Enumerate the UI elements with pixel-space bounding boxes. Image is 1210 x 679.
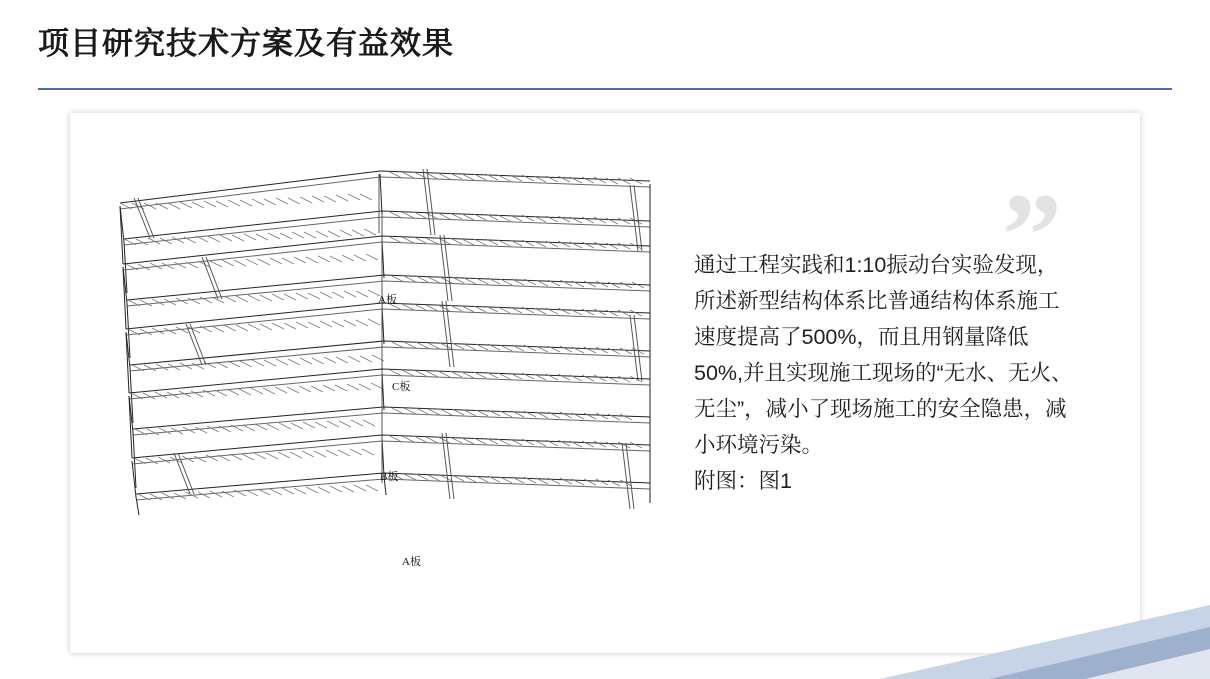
title-divider [38, 88, 1172, 90]
ribbon-shape-pale [1085, 649, 1210, 679]
description-paragraph: 通过工程实践和1:10振动台实验发现，所述新型结构体系比普通结构体系施工速度提高了500%，而且用钢量降低50%,并且实现施工现场的“无水、无火、无尘”，减小了现场施工的安全隐患，减小环境污染。 [694, 253, 1073, 457]
figure-label: A板 [378, 294, 397, 306]
quote-icon: ” [1002, 168, 1062, 301]
page-title: 项目研究技术方案及有益效果 [38, 26, 454, 61]
figure-label: A板 [402, 556, 421, 568]
figure-label: C板 [392, 381, 411, 393]
figure-caption: 附图：图1 [694, 469, 792, 493]
structure-diagram-svg [90, 143, 680, 633]
figure-technical-drawing [90, 143, 680, 633]
content-card [70, 113, 1140, 653]
description-text-block [694, 247, 1074, 499]
figure-label: B板 [380, 471, 399, 483]
